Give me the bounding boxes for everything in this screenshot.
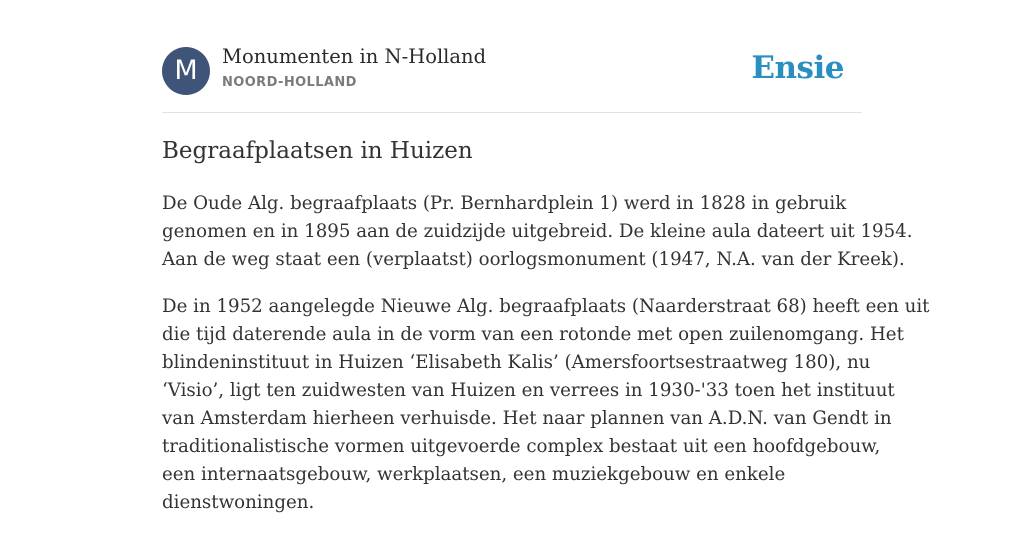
text-line: die tijd daterende aula in de vorm van een rotonde met open zuilenomgang. Het (162, 324, 904, 345)
page (162, 0, 930, 513)
text-line: Aan de weg staat een (verplaatst) oorlogsmonument (1947, N.A. van der Kreek). (162, 249, 905, 270)
text-line: genomen en in 1895 aan de zuidzijde uitgebreid. De kleine aula dateert uit 1954. (162, 221, 913, 242)
text-line: blindeninstituut in Huizen ‘Elisabeth Kalis’ (Amersfoortsestraatweg 180), nu (162, 352, 871, 373)
text-line: De in 1952 aangelegde Nieuwe Alg. begraafplaats (Naarderstraat 68) heeft een uit (162, 296, 930, 317)
avatar[interactable]: M (162, 47, 210, 95)
source-subtitle: NOORD-HOLLAND (222, 75, 357, 90)
article-title: Begraafplaatsen in Huizen (162, 138, 473, 164)
source-header (162, 0, 862, 113)
text-line: ‘Visio’, ligt ten zuidwesten van Huizen en verrees in 1930-'33 toen het instituut (162, 380, 895, 401)
text-line: traditionalistische vormen uitgevoerde complex bestaat uit een hoofdgebouw, (162, 436, 881, 457)
paragraph-2 (162, 293, 930, 517)
article-body (162, 190, 930, 536)
text-line: van Amsterdam hierheen verhuisde. Het naar plannen van A.D.N. van Gendt in (162, 408, 892, 429)
text-line: dienstwoningen. (162, 492, 315, 513)
source-title[interactable]: Monumenten in N-Holland (222, 45, 487, 68)
paragraph-1 (162, 190, 913, 274)
text-line: De Oude Alg. begraafplaats (Pr. Bernhardplein 1) werd in 1828 in gebruik (162, 193, 847, 214)
text-line: een internaatsgebouw, werkplaatsen, een muziekgebouw en enkele (162, 464, 786, 485)
ensie-logo[interactable]: Ensie (751, 50, 844, 86)
